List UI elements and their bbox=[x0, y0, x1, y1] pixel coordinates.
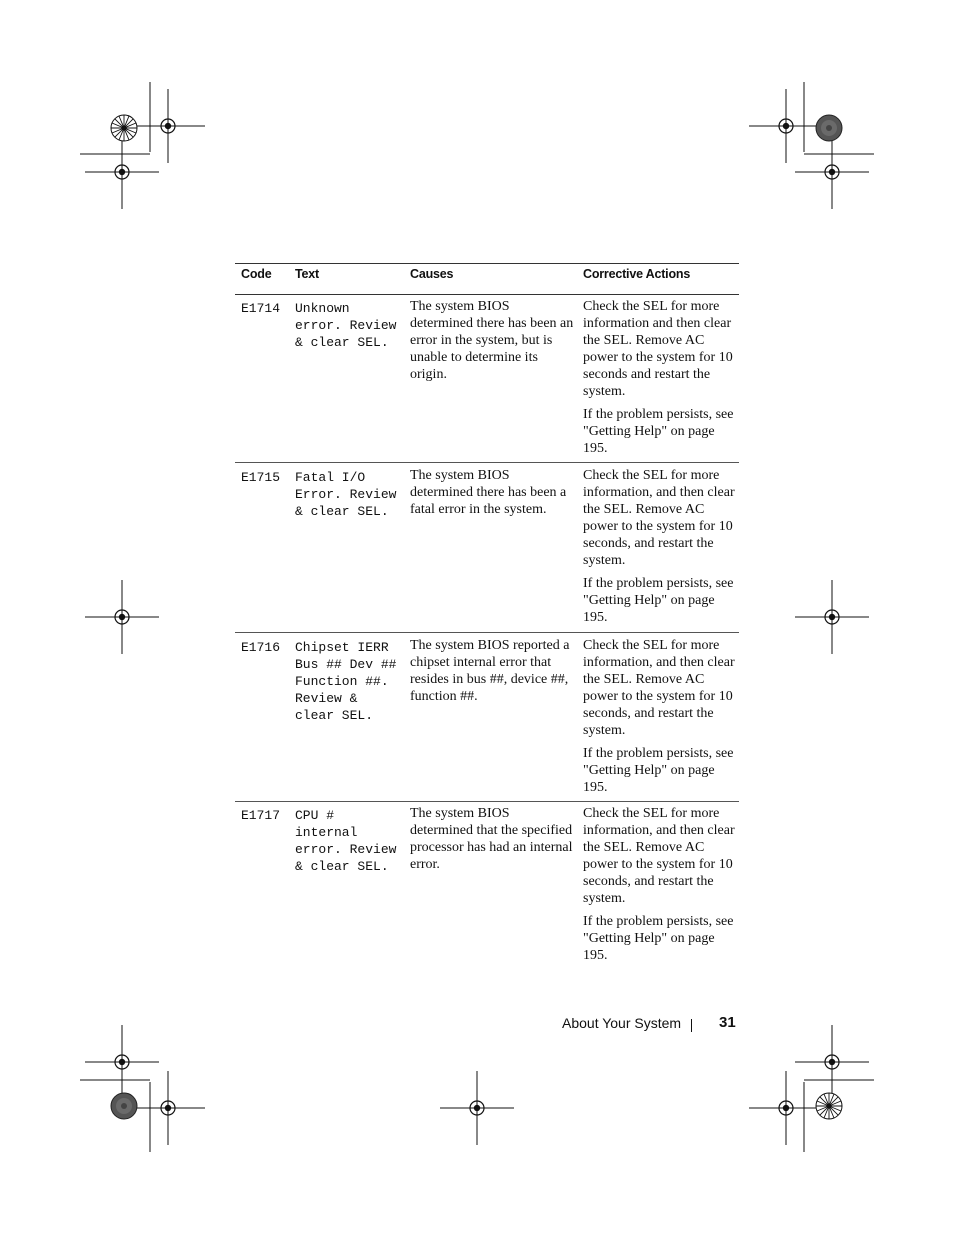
action-paragraph: If the problem persists, see "Getting Help" on page 195. bbox=[583, 914, 734, 963]
row-actions bbox=[583, 805, 735, 970]
row-code: E1717 bbox=[241, 808, 281, 823]
action-paragraph: If the problem persists, see "Getting Help" on page 195. bbox=[583, 407, 734, 456]
action-paragraph: Check the SEL for more information, and then clear the SEL. Remove AC power to the system for 10 seconds, and restart the system. bbox=[583, 468, 735, 568]
row-cause: The system BIOS determined that the specified processor has had an internal error. bbox=[410, 806, 573, 872]
action-paragraph: If the problem persists, see "Getting Help" on page 195. bbox=[583, 746, 734, 795]
table-row bbox=[235, 295, 739, 463]
action-paragraph: Check the SEL for more information, and then clear the SEL. Remove AC power to the system for 10 seconds, and restart the system. bbox=[583, 638, 735, 738]
header-code: Code bbox=[241, 267, 272, 281]
row-actions bbox=[583, 467, 735, 632]
row-text: Unknown error. Review & clear SEL. bbox=[295, 301, 397, 350]
row-actions bbox=[583, 298, 735, 463]
table-header bbox=[235, 263, 739, 295]
row-code: E1715 bbox=[241, 470, 281, 485]
error-code-table bbox=[235, 263, 739, 967]
row-cause: The system BIOS determined there has been a fatal error in the system. bbox=[410, 468, 567, 517]
row-cause: The system BIOS determined there has been an error in the system, but is unable to determine its origin. bbox=[410, 299, 574, 382]
footer-section-title: About Your System bbox=[562, 1015, 682, 1031]
action-paragraph: If the problem persists, see "Getting Help" on page 195. bbox=[583, 576, 734, 625]
row-actions bbox=[583, 637, 735, 802]
header-causes: Causes bbox=[410, 267, 454, 281]
row-cause: The system BIOS reported a chipset internal error that resides in bus ##, device ##, function ##. bbox=[410, 638, 570, 704]
row-text: Chipset IERR Bus ## Dev ## Function ##. Review & clear SEL. bbox=[295, 640, 397, 723]
table-row bbox=[235, 463, 739, 633]
footer-divider bbox=[691, 1019, 692, 1032]
action-paragraph: Check the SEL for more information, and then clear the SEL. Remove AC power to the system for 10 seconds, and restart the system. bbox=[583, 806, 735, 906]
action-paragraph: Check the SEL for more information and then clear the SEL. Remove AC power to the system for 10 seconds and restart the system. bbox=[583, 299, 733, 399]
page-footer bbox=[540, 1015, 740, 1035]
table-row bbox=[235, 802, 739, 967]
page-number: 31 bbox=[719, 1014, 736, 1031]
row-text: CPU # internal error. Review & clear SEL. bbox=[295, 808, 397, 874]
row-code: E1716 bbox=[241, 640, 281, 655]
table-row bbox=[235, 633, 739, 802]
row-code: E1714 bbox=[241, 301, 281, 316]
header-corrective-actions: Corrective Actions bbox=[583, 267, 691, 281]
header-text: Text bbox=[295, 267, 319, 281]
row-text: Fatal I/O Error. Review & clear SEL. bbox=[295, 470, 397, 519]
